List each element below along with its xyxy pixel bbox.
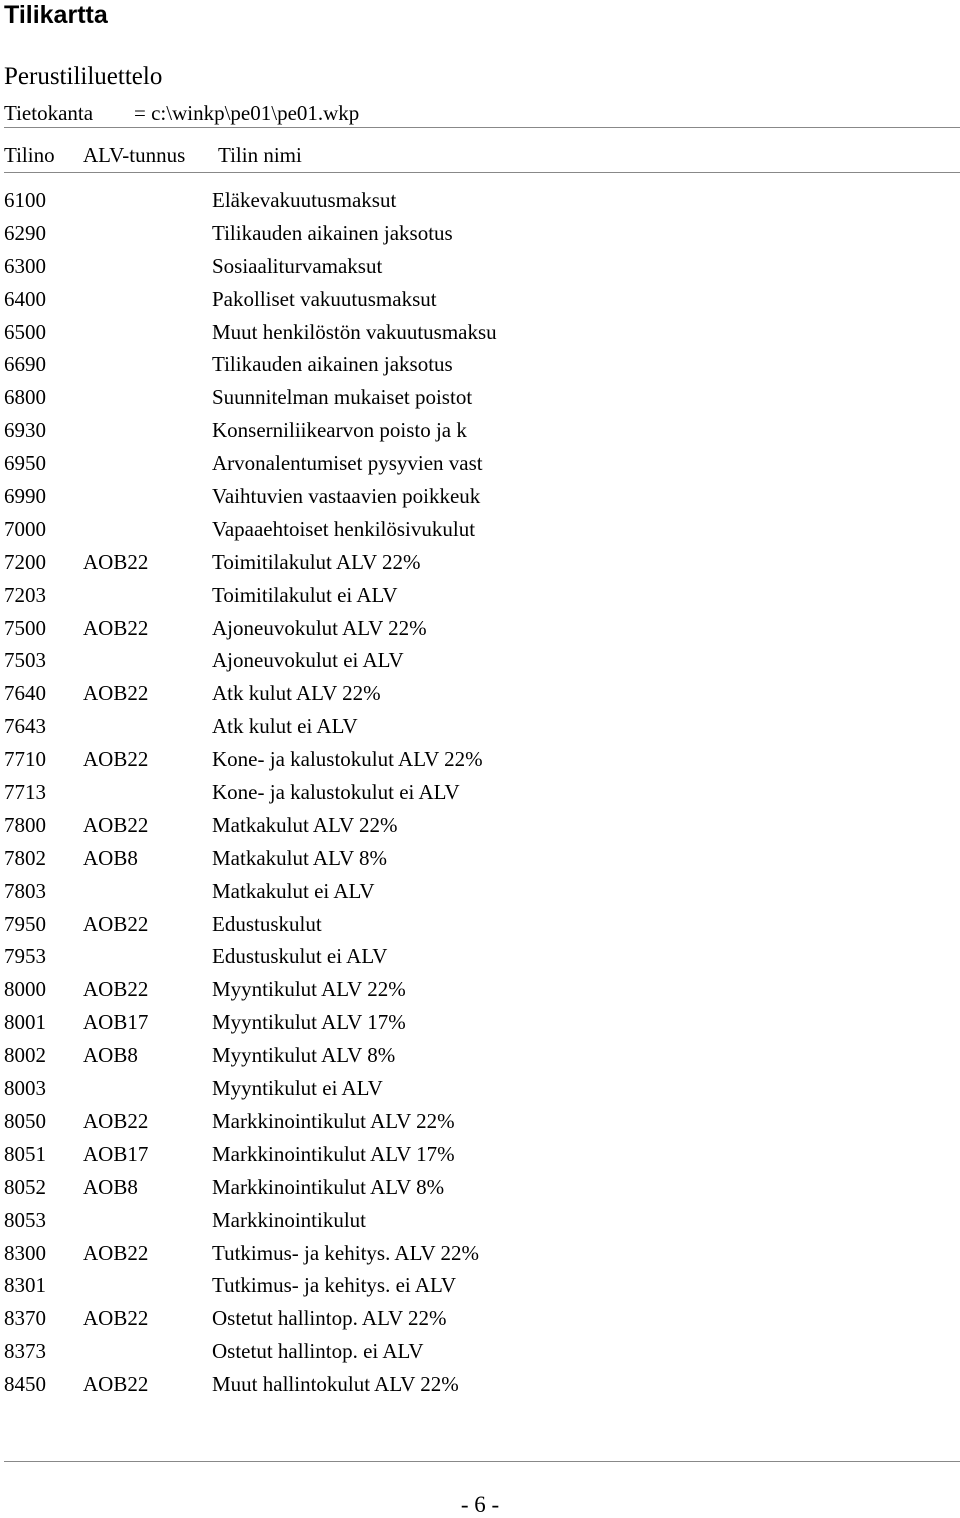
account-name: Vapaaehtoiset henkilösivukulut <box>212 516 476 541</box>
account-row <box>4 285 944 318</box>
account-name: Atk kulut ei ALV <box>212 714 358 739</box>
account-number: 8053 <box>4 1207 46 1232</box>
account-number: 6500 <box>4 319 46 344</box>
account-name: Konserniliikearvon poisto ja k <box>212 418 467 443</box>
account-name: Tilikauden aikainen jaksotus <box>212 220 453 245</box>
database-label: Tietokanta <box>4 101 94 125</box>
account-vat-code: AOB22 <box>83 1108 149 1133</box>
account-list <box>4 186 944 1403</box>
account-row <box>4 910 944 943</box>
account-number: 8001 <box>4 1010 46 1035</box>
account-number: 8300 <box>4 1240 46 1265</box>
account-name: Markkinointikulut ALV 8% <box>212 1174 445 1199</box>
account-name: Ostetut hallintop. ALV 22% <box>212 1306 447 1331</box>
account-name: Atk kulut ALV 22% <box>212 681 381 706</box>
account-number: 7710 <box>4 747 46 772</box>
account-row <box>4 1370 944 1403</box>
account-number: 6690 <box>4 352 46 377</box>
account-name: Arvonalentumiset pysyvien vast <box>212 451 483 476</box>
account-number: 8002 <box>4 1043 46 1068</box>
account-row <box>4 942 944 975</box>
account-row <box>4 1041 944 1074</box>
column-header-name: Tilin nimi <box>218 143 302 167</box>
column-header-number: Tilino <box>4 143 55 167</box>
account-number: 6300 <box>4 253 46 278</box>
page-number: - 6 - <box>460 1492 500 1517</box>
account-row <box>4 1304 944 1337</box>
divider-bottom <box>4 1461 960 1462</box>
account-name: Matkakulut ALV 22% <box>212 812 398 837</box>
account-number: 8370 <box>4 1306 46 1331</box>
account-name: Toimitilakulut ei ALV <box>212 582 398 607</box>
account-name: Kone- ja kalustokulut ei ALV <box>212 780 460 805</box>
account-name: Myyntikulut ei ALV <box>212 1076 383 1101</box>
account-name: Myyntikulut ALV 17% <box>212 1010 406 1035</box>
account-row <box>4 1239 944 1272</box>
account-number: 6990 <box>4 484 46 509</box>
account-row <box>4 1206 944 1239</box>
account-name: Suunnitelman mukaiset poistot <box>212 385 473 410</box>
account-number: 8450 <box>4 1372 46 1397</box>
account-name: Markkinointikulut ALV 22% <box>212 1108 455 1133</box>
account-name: Eläkevakuutusmaksut <box>212 188 397 212</box>
account-row <box>4 975 944 1008</box>
account-row <box>4 1107 944 1140</box>
account-row <box>4 778 944 811</box>
account-number: 7500 <box>4 615 46 640</box>
account-name: Markkinointikulut <box>212 1207 366 1232</box>
account-row <box>4 350 944 383</box>
account-row <box>4 449 944 482</box>
account-name: Muut hallintokulut ALV 22% <box>212 1372 459 1397</box>
account-name: Tutkimus- ja kehitys. ei ALV <box>212 1273 457 1298</box>
account-row <box>4 548 944 581</box>
account-row <box>4 252 944 285</box>
account-row <box>4 186 944 219</box>
account-number: 7643 <box>4 714 46 739</box>
account-row <box>4 1337 944 1370</box>
account-number: 8000 <box>4 977 46 1002</box>
account-name: Ajoneuvokulut ALV 22% <box>212 615 427 640</box>
account-number: 8373 <box>4 1339 46 1364</box>
account-row <box>4 482 944 515</box>
account-row <box>4 712 944 745</box>
account-number: 7802 <box>4 845 46 870</box>
account-vat-code: AOB8 <box>83 1043 138 1068</box>
account-row <box>4 1173 944 1206</box>
account-name: Tilikauden aikainen jaksotus <box>212 352 453 377</box>
account-name: Ajoneuvokulut ei ALV <box>212 648 404 673</box>
account-number: 8050 <box>4 1108 46 1133</box>
account-number: 7953 <box>4 944 46 969</box>
account-row <box>4 383 944 416</box>
account-name: Pakolliset vakuutusmaksut <box>212 286 437 311</box>
account-row <box>4 745 944 778</box>
account-name: Toimitilakulut ALV 22% <box>212 549 421 574</box>
account-row <box>4 1271 944 1304</box>
database-path: = c:\winkp\pe01\pe01.wkp <box>134 101 360 125</box>
account-row <box>4 515 944 548</box>
account-number: 6400 <box>4 286 46 311</box>
account-name: Edustuskulut ei ALV <box>212 944 388 969</box>
account-row <box>4 877 944 910</box>
account-name: Tutkimus- ja kehitys. ALV 22% <box>212 1240 480 1265</box>
section-title: Perustililuettelo <box>4 63 163 90</box>
page-title: Tilikartta <box>4 1 108 29</box>
account-row <box>4 1140 944 1173</box>
account-vat-code: AOB22 <box>83 977 149 1002</box>
account-row <box>4 844 944 877</box>
account-vat-code: AOB22 <box>83 681 149 706</box>
account-row <box>4 811 944 844</box>
account-row <box>4 581 944 614</box>
account-row <box>4 1008 944 1041</box>
account-number: 6800 <box>4 385 46 410</box>
account-vat-code: AOB22 <box>83 911 149 936</box>
account-name: Muut henkilöstön vakuutusmaksu <box>212 319 497 344</box>
account-name: Kone- ja kalustokulut ALV 22% <box>212 747 483 772</box>
account-number: 6950 <box>4 451 46 476</box>
account-vat-code: AOB22 <box>83 1240 149 1265</box>
account-number: 8052 <box>4 1174 46 1199</box>
account-number: 7000 <box>4 516 46 541</box>
account-row <box>4 318 944 351</box>
account-name: Markkinointikulut ALV 17% <box>212 1141 455 1166</box>
account-name: Myyntikulut ALV 22% <box>212 977 406 1002</box>
account-number: 7950 <box>4 911 46 936</box>
account-number: 7640 <box>4 681 46 706</box>
account-vat-code: AOB22 <box>83 549 149 574</box>
account-number: 7803 <box>4 878 46 903</box>
account-number: 6290 <box>4 220 46 245</box>
column-header-vat: ALV-tunnus <box>83 143 186 167</box>
account-row <box>4 416 944 449</box>
account-vat-code: AOB22 <box>83 1372 149 1397</box>
account-row <box>4 219 944 252</box>
account-number: 7503 <box>4 648 46 673</box>
account-row <box>4 679 944 712</box>
account-number: 7200 <box>4 549 46 574</box>
account-number: 8301 <box>4 1273 46 1298</box>
account-vat-code: AOB17 <box>83 1141 149 1166</box>
account-row <box>4 614 944 647</box>
account-vat-code: AOB22 <box>83 1306 149 1331</box>
database-info <box>4 100 359 126</box>
account-row <box>4 1074 944 1107</box>
account-vat-code: AOB22 <box>83 615 149 640</box>
divider-header <box>4 172 960 173</box>
account-name: Sosiaaliturvamaksut <box>212 253 383 278</box>
account-row <box>4 646 944 679</box>
account-name: Matkakulut ei ALV <box>212 878 375 903</box>
account-vat-code: AOB8 <box>83 1174 138 1199</box>
account-vat-code: AOB22 <box>83 812 149 837</box>
account-name: Ostetut hallintop. ei ALV <box>212 1339 424 1364</box>
divider-top <box>4 127 960 128</box>
account-name: Vaihtuvien vastaavien poikkeuk <box>212 484 481 509</box>
account-name: Matkakulut ALV 8% <box>212 845 388 870</box>
account-name: Edustuskulut <box>212 911 322 936</box>
account-number: 7713 <box>4 780 46 805</box>
account-number: 8003 <box>4 1076 46 1101</box>
account-vat-code: AOB17 <box>83 1010 149 1035</box>
account-number: 6930 <box>4 418 46 443</box>
account-vat-code: AOB8 <box>83 845 138 870</box>
account-vat-code: AOB22 <box>83 747 149 772</box>
account-number: 8051 <box>4 1141 46 1166</box>
account-name: Myyntikulut ALV 8% <box>212 1043 396 1068</box>
account-number: 7800 <box>4 812 46 837</box>
account-number: 6100 <box>4 188 46 212</box>
account-number: 7203 <box>4 582 46 607</box>
